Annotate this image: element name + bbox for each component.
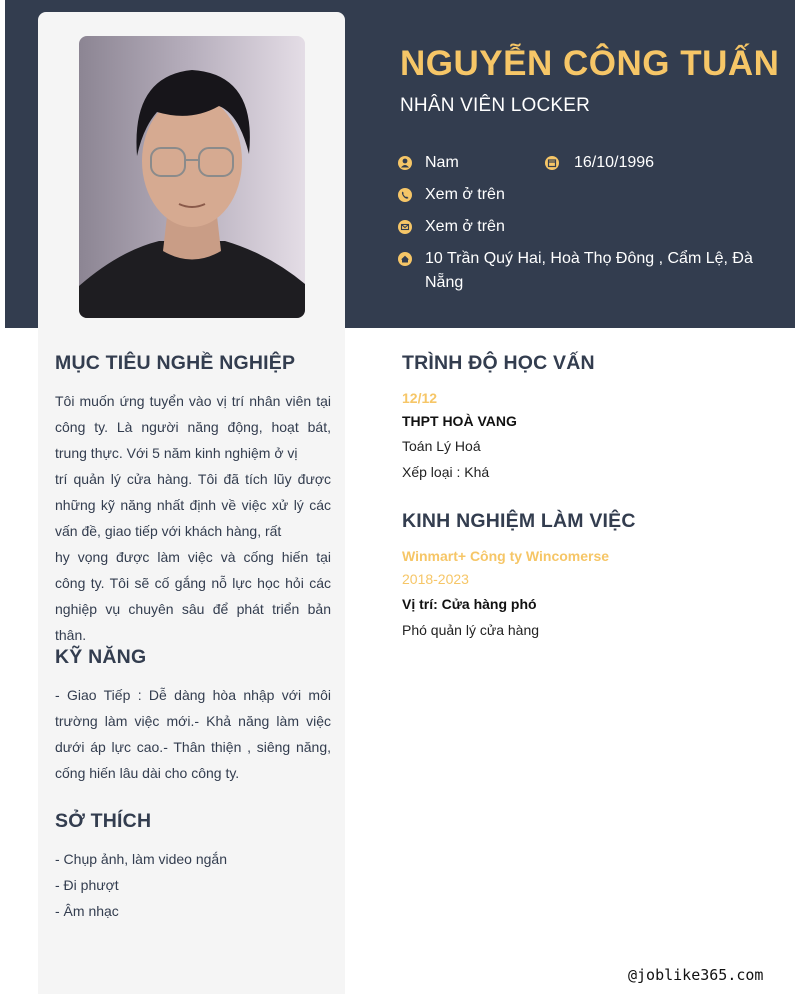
education-title: TRÌNH ĐỘ HỌC VẤN — [402, 352, 595, 374]
experience-title: KINH NGHIỆM LÀM VIỆC — [402, 510, 636, 532]
watermark: @joblike365.com — [628, 966, 764, 984]
address-line-2: Nẵng — [425, 274, 464, 291]
objective-line: Tôi muốn ứng tuyển vào vị trí nhân viên tại công ty. Là người năng động, hoạt bát, trung thực. Với 5 năm kinh nghiệm ở vị — [55, 393, 331, 461]
hobby-item: - Đi phượt — [55, 877, 119, 893]
objective-line: trí quản lý cửa hàng. Tôi đã tích lũy được những kỹ năng nhất định về việc xử lý các vấn đề, giao tiếp với khách hàng, rất — [55, 471, 331, 539]
experience-years: 2018-2023 — [402, 571, 469, 587]
education-major: Toán Lý Hoá — [402, 438, 481, 454]
calendar-icon — [545, 156, 559, 170]
candidate-role: NHÂN VIÊN LOCKER — [400, 95, 591, 116]
skills-title: KỸ NĂNG — [55, 646, 147, 668]
skills-text: - Giao Tiếp : Dễ dàng hòa nhập với môi trường làm việc mới.- Khả năng làm việc dưới áp lực cao.- Thân thiện , siêng năng, cống hiến lâu dài cho công ty. — [55, 687, 331, 781]
hobby-item: - Âm nhạc — [55, 903, 119, 919]
objective-text — [55, 388, 331, 648]
objective-line: hy vọng được làm việc và cống hiến tại công ty. Tôi sẽ cố gắng nỗ lực học hỏi các nghiệp vụ chuyên sâu để phát triển bản thân. — [55, 549, 331, 643]
experience-description: Phó quản lý cửa hàng — [402, 622, 540, 638]
experience-company: Winmart+ Công ty Wincomerse — [402, 548, 610, 564]
education-grade: Xếp loại : Khá — [402, 464, 490, 480]
phone-icon — [398, 188, 412, 202]
gender-value: Nam — [425, 154, 459, 171]
hobbies-title: SỞ THÍCH — [55, 810, 152, 832]
hobby-item: - Chụp ảnh, làm video ngắn — [55, 851, 227, 867]
info-address — [398, 247, 758, 297]
candidate-name: NGUYỄN CÔNG TUẤN — [400, 44, 780, 83]
home-icon — [398, 252, 412, 266]
birthdate-value: 16/10/1996 — [574, 154, 655, 171]
objective-title: MỤC TIÊU NGHỀ NGHIỆP — [55, 352, 296, 374]
address-line-1: 10 Trần Quý Hai, Hoà Thọ Đông , Cẩm Lệ, Đà — [425, 250, 753, 267]
education-school: THPT HOÀ VANG — [402, 413, 517, 429]
user-icon — [398, 156, 412, 170]
hobbies-list — [55, 846, 331, 924]
experience-position: Vị trí: Cửa hàng phó — [402, 596, 537, 612]
mail-icon — [398, 220, 412, 234]
email-value: Xem ở trên — [425, 218, 505, 235]
education-year: 12/12 — [402, 390, 438, 406]
profile-photo — [79, 36, 305, 318]
phone-value: Xem ở trên — [425, 186, 505, 203]
